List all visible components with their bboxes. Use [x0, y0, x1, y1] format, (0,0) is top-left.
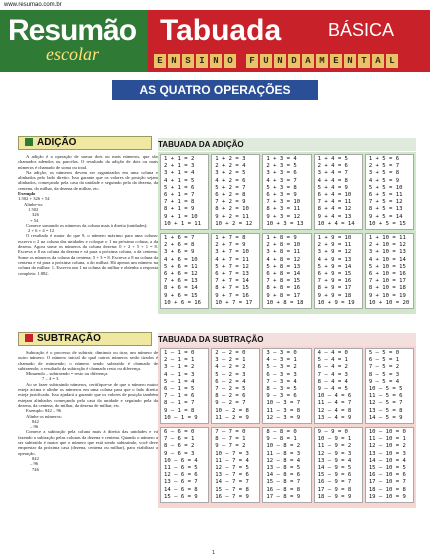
subtracao-equation: 19 – 10 = 9	[368, 493, 406, 500]
adicao-equation: 3 + 4 = 7	[317, 170, 348, 177]
subtracao-equation: 13 – 10 = 3	[368, 450, 406, 457]
subtracao-equation: 11 – 2 = 9	[215, 414, 249, 421]
subtracao-equation: 10 – 6 = 4	[164, 457, 198, 464]
subtracao-equation: 5 – 3 = 2	[266, 364, 297, 371]
subtracao-equation: 9 – 8 = 1	[266, 436, 297, 443]
subtracao-equation: 17 – 9 = 8	[317, 486, 352, 493]
adicao-heading	[18, 136, 152, 150]
adicao-equation: 4 + 8 = 12	[266, 256, 301, 263]
subtracao-text	[18, 350, 158, 548]
adicao-equation: 4 + 3 = 7	[266, 177, 297, 184]
subtracao-equation: 6 – 3 = 3	[266, 371, 297, 378]
subtracao-equation: 11 – 3 = 8	[266, 407, 301, 414]
subtracao-block	[160, 427, 414, 503]
subtracao-equation: 12 – 8 = 4	[266, 457, 301, 464]
subtracao-equation: 12 – 3 = 9	[266, 414, 301, 421]
subtracao-equation: 10 – 5 = 5	[368, 386, 403, 393]
adicao-equation: 7 + 2 = 9	[215, 199, 246, 206]
subtracao-equation: 9 – 5 = 4	[368, 378, 400, 385]
adicao-equation: 8 + 10 = 18	[368, 285, 406, 292]
adicao-equation: 8 + 2 = 10	[215, 206, 249, 213]
paragraph: Subtração é o processo de subtrair, diminuir ou tirar, um número de outro número. O número inicial do qual outros números serão tirados é chamado de minuendo; o número sendo subtraído é chamado de subtraendo; o resultado da subtração é chamado resto ou diferença.	[18, 350, 158, 371]
adicao-equation: 4 + 10 = 14	[368, 256, 406, 263]
subtracao-equation: 1 – 1 = 0	[164, 350, 195, 356]
subtracao-equation: 12 – 10 = 2	[368, 443, 406, 450]
subtracao-equation: 5 – 1 = 4	[164, 378, 195, 385]
example-label: Exemplo	[18, 191, 36, 197]
example-line: Alinhe-os:	[24, 201, 44, 207]
adicao-equation: 7 + 6 = 13	[164, 278, 198, 285]
adicao-equation: 4 + 6 = 10	[164, 256, 198, 263]
subtracao-equation: 8 – 3 = 5	[266, 386, 297, 393]
subtracao-equation: 12 – 4 = 8	[317, 407, 352, 414]
example-line: 746	[32, 466, 39, 472]
adicao-equation: 6 + 4 = 10	[317, 192, 352, 199]
adicao-block	[160, 233, 414, 309]
adicao-equation: 3 + 8 = 11	[266, 249, 301, 256]
adicao-equation: 4 + 1 = 5	[164, 177, 195, 184]
adicao-equation: 1 + 7 = 8	[215, 235, 246, 242]
adicao-equation: 2 + 4 = 6	[317, 163, 348, 170]
letter-tile: L	[386, 54, 398, 68]
subtracao-equation: 8 – 1 = 7	[164, 400, 195, 407]
adicao-equation: 5 + 8 = 13	[266, 263, 301, 270]
page-number: 1	[212, 550, 216, 556]
adicao-equation: 1 + 9 = 10	[317, 235, 352, 242]
adicao-equation: 1 + 1 = 2	[164, 156, 195, 162]
example-line: 842	[32, 455, 39, 461]
site-url: www.resumao.com.br	[4, 2, 62, 8]
subtracao-equation: 15 – 7 = 8	[215, 486, 249, 493]
subtracao-equation: 8 – 2 = 6	[215, 393, 246, 400]
adicao-equation: 8 + 8 = 16	[266, 285, 301, 292]
adicao-table-heading: TABUADA DA ADIÇÃO	[158, 138, 416, 151]
adicao-equation: 5 + 4 = 9	[317, 184, 348, 191]
letter-tile: D	[288, 54, 300, 68]
subtracao-equation: 8 – 6 = 2	[164, 443, 195, 450]
adicao-equation: 6 + 5 = 11	[368, 192, 403, 199]
subtracao-heading	[18, 332, 152, 346]
subtracao-equation: 10 – 1 = 9	[164, 414, 198, 421]
letter-tile: E	[330, 54, 342, 68]
subtracao-column	[211, 348, 260, 424]
subtracao-equation: 4 – 3 = 1	[266, 357, 297, 364]
letter-tile: N	[168, 54, 180, 68]
letter-tile: M	[316, 54, 328, 68]
subtracao-equation: 7 – 3 = 4	[266, 378, 297, 385]
adicao-equation: 4 + 7 = 11	[215, 256, 249, 263]
subtracao-equation: 8 – 8 = 0	[266, 429, 297, 436]
example-line: 1 502	[28, 206, 39, 212]
adicao-equation: 3 + 6 = 9	[164, 249, 195, 256]
adicao-equation: 3 + 10 = 13	[368, 249, 406, 256]
adicao-equation: 2 + 10 = 12	[368, 242, 406, 249]
subtracao-equation: 16 – 8 = 8	[266, 486, 301, 493]
adicao-table	[158, 152, 416, 314]
page-title: Tabuada	[160, 14, 282, 47]
adicao-equation: 7 + 7 = 14	[215, 278, 249, 285]
subtracao-equation: 5 – 4 = 1	[317, 357, 348, 364]
subtracao-equation: 7 – 2 = 5	[215, 386, 246, 393]
subtracao-table	[158, 346, 416, 508]
adicao-equation: 9 + 4 = 13	[317, 213, 352, 220]
subtracao-equation: 7 – 7 = 0	[215, 429, 246, 436]
example-line: – 96	[30, 424, 39, 430]
letter-tile: S	[182, 54, 194, 68]
subtracao-equation: 3 – 3 = 0	[266, 350, 297, 356]
adicao-equation: 3 + 2 = 5	[215, 170, 246, 177]
subtracao-equation: 13 – 5 = 8	[368, 407, 403, 414]
example-line: 7 – 4 = 3	[42, 376, 59, 382]
adicao-column	[262, 154, 311, 230]
adicao-equation: 2 + 5 = 7	[368, 163, 400, 170]
subtracao-equation: 17 – 8 = 9	[266, 493, 301, 500]
subtracao-equation: 12 – 7 = 5	[215, 465, 249, 472]
adicao-equation: 10 + 10 = 20	[368, 299, 410, 306]
adicao-column	[365, 233, 414, 309]
paragraph: Comece a subtração pela coluna mais à direita das unidades e vá fazendo a subtração pelas colunas da dezena e centena. Quando o número a ser subtraído é maior que o número que está sendo subtraindo, você deve emprestar da próxima casa (dezena, centena ou milhar), para viabilizar a operação.	[18, 429, 158, 456]
adicao-equation: 5 + 6 = 11	[164, 263, 198, 270]
adicao-column	[211, 233, 260, 309]
adicao-equation: 9 + 1 = 10	[164, 213, 198, 220]
subtracao-equation: 11 – 7 = 4	[215, 457, 249, 464]
title-panel	[148, 10, 430, 72]
adicao-equation: 1 + 2 = 3	[215, 156, 246, 162]
adicao-equation: 9 + 8 = 17	[266, 292, 301, 299]
adicao-equation: 7 + 9 = 16	[317, 278, 352, 285]
adicao-equation: 9 + 6 = 15	[164, 292, 198, 299]
adicao-equation: 5 + 3 = 8	[266, 184, 297, 191]
example-line: Exemplo: 842 – 96	[26, 408, 62, 414]
subtracao-equation: 10 – 10 = 0	[368, 429, 406, 436]
adicao-equation: 2 + 8 = 10	[266, 242, 301, 249]
subtracao-equation: 8 – 7 = 1	[215, 436, 246, 443]
subtracao-column	[160, 348, 209, 424]
subtracao-equation: 13 – 6 = 7	[164, 479, 198, 486]
adicao-text	[18, 154, 158, 326]
subtracao-equation: 15 – 8 = 7	[266, 479, 301, 486]
paragraph: O resultado é maior do que 9, o número máximo para uma coluna: escreva o 2 na coluna das unidades e coloque o 1 na próxima coluna, a da dezena. Agora some os números da coluna dezena: 0 + 2 + 5 + 1 = 8. Escreva o 8 na coluna da dezena e vá para a próxima coluna, a da centena. Some os números da coluna da centena: 5 + 3 = 8. Escreva o 8 na coluna da centena e vá para a próxima coluna, a do milhar. Há apenas um número na coluna do milhar: 1. Escreva um 1 na coluna do milhar e obtenha a resposta completa: 1.882.	[18, 233, 158, 276]
subtracao-equation: 10 – 4 = 6	[317, 393, 352, 400]
subtracao-equation: 15 – 6 = 9	[164, 493, 198, 500]
adicao-equation: 5 + 1 = 6	[164, 184, 195, 191]
subtracao-equation: 9 – 2 = 7	[215, 400, 246, 407]
subtracao-equation: 4 – 4 = 0	[317, 350, 348, 356]
subtracao-equation: 6 – 1 = 5	[164, 386, 195, 393]
subtracao-block	[160, 348, 414, 424]
adicao-equation: 7 + 3 = 10	[266, 199, 301, 206]
adicao-equation: 6 + 8 = 14	[266, 271, 301, 278]
adicao-equation: 2 + 6 = 8	[164, 242, 195, 249]
subtracao-equation: 14 – 9 = 5	[317, 465, 352, 472]
example-line: + 54	[30, 217, 39, 223]
adicao-equation: 6 + 1 = 7	[164, 192, 195, 199]
subtracao-equation: 11 – 4 = 7	[317, 400, 352, 407]
adicao-equation: 1 + 8 = 9	[266, 235, 297, 242]
adicao-column	[365, 154, 414, 230]
subtracao-column	[314, 427, 363, 503]
adicao-equation: 2 + 1 = 3	[164, 163, 195, 170]
subtracao-column	[211, 427, 260, 503]
subtracao-equation: 10 – 9 = 1	[317, 436, 352, 443]
adicao-equation: 6 + 7 = 13	[215, 271, 249, 278]
subtracao-equation: 3 – 1 = 2	[164, 364, 195, 371]
subtracao-equation: 10 – 7 = 3	[215, 450, 249, 457]
adicao-equation: 7 + 1 = 8	[164, 199, 195, 206]
adicao-equation: 6 + 2 = 8	[215, 192, 246, 199]
adicao-equation: 7 + 10 = 17	[368, 278, 406, 285]
example-line: 2 + 6 + 4 = 12	[28, 228, 55, 234]
letter-tile: N	[344, 54, 356, 68]
subtracao-equation: 8 – 5 = 3	[368, 371, 400, 378]
example-line: Alinhe os números:	[26, 413, 62, 419]
subtracao-equation: 14 – 6 = 8	[164, 486, 198, 493]
subtracao-equation: 12 – 5 = 7	[368, 400, 403, 407]
adicao-equation: 10 + 4 = 14	[317, 220, 355, 227]
adicao-equation: 8 + 5 = 13	[368, 206, 403, 213]
subtracao-equation: 11 – 8 = 3	[266, 450, 301, 457]
adicao-equation: 2 + 3 = 5	[266, 163, 297, 170]
subtracao-equation: 9 – 7 = 2	[215, 443, 246, 450]
adicao-equation: 9 + 10 = 19	[368, 292, 406, 299]
adicao-equation: 5 + 2 = 7	[215, 184, 246, 191]
subtracao-equation: 5 – 5 = 0	[368, 350, 400, 356]
subtracao-equation: 4 – 2 = 2	[215, 364, 246, 371]
subtracao-equation: 9 – 4 = 5	[317, 386, 348, 393]
adicao-equation: 4 + 5 = 9	[368, 177, 400, 184]
adicao-equation: 3 + 3 = 6	[266, 170, 297, 177]
adicao-equation: 10 + 3 = 13	[266, 220, 304, 227]
adicao-column	[314, 233, 363, 309]
letter-tile: N	[274, 54, 286, 68]
adicao-column	[262, 233, 311, 309]
adicao-equation: 10 + 7 = 17	[215, 299, 253, 306]
adicao-equation: 10 + 8 = 18	[266, 299, 304, 306]
subtracao-equation: 2 – 2 = 0	[215, 350, 246, 356]
subtracao-equation: 12 – 9 = 3	[317, 450, 352, 457]
adicao-equation: 5 + 10 = 15	[368, 263, 406, 270]
letter-tile: F	[246, 54, 258, 68]
subtracao-equation: 16 – 7 = 9	[215, 493, 249, 500]
adicao-block	[160, 154, 414, 230]
adicao-equation: 9 + 9 = 18	[317, 292, 352, 299]
adicao-heading-text: ADIÇÃO	[37, 137, 77, 148]
adicao-column	[211, 154, 260, 230]
adicao-equation: 8 + 4 = 12	[317, 206, 352, 213]
letter-tile: I	[196, 54, 208, 68]
adicao-equation: 9 + 7 = 16	[215, 292, 249, 299]
adicao-equation: 9 + 2 = 11	[215, 213, 249, 220]
paragraph: Na adição, os números devem ser organizados em uma coluna e alinhados pelo lado direito. Isso garante que os valores de posição sejam alinhados, começando pela casa da unidade e seguindo pela da dezena, da centena, do milhar, da dezena de milhar, etc.	[18, 169, 158, 191]
subtracao-column	[160, 427, 209, 503]
subtracao-table-heading: TABUADA DA SUBTRAÇÃO	[158, 333, 416, 346]
subtracao-equation: 10 – 8 = 2	[266, 443, 301, 450]
subtracao-equation: 7 – 4 = 3	[317, 371, 348, 378]
example-line: 842	[32, 418, 39, 424]
adicao-equation: 10 + 1 = 11	[164, 220, 202, 227]
tile-gap	[238, 54, 244, 68]
adicao-equation: 1 + 3 = 4	[266, 156, 297, 162]
subtracao-equation: 18 – 10 = 8	[368, 486, 406, 493]
brand-title: Resumão	[8, 14, 137, 47]
adicao-equation: 10 + 9 = 19	[317, 299, 355, 306]
subtracao-equation: 9 – 6 = 3	[164, 450, 195, 457]
adicao-equation: 9 + 5 = 14	[368, 213, 403, 220]
adicao-equation: 4 + 9 = 13	[317, 256, 352, 263]
subtracao-equation: 10 – 2 = 8	[215, 407, 249, 414]
subtracao-equation: 11 – 5 = 6	[368, 393, 403, 400]
subtracao-equation: 6 – 6 = 0	[164, 429, 195, 436]
adicao-equation: 7 + 8 = 15	[266, 278, 301, 285]
adicao-equation: 8 + 9 = 17	[317, 285, 352, 292]
square-icon	[25, 334, 33, 342]
level-label: BÁSICA	[328, 20, 395, 40]
letter-tile: A	[372, 54, 384, 68]
paragraph: A adição é a operação de somar dois ou mais números, que são chamados adendos ou parcelas. O resultado da adição de dois ou mais números é chamado de soma ou total.	[18, 154, 158, 170]
adicao-equation: 4 + 2 = 6	[215, 177, 246, 184]
adicao-equation: 4 + 4 = 8	[317, 177, 348, 184]
subtracao-equation: 9 – 3 = 6	[266, 393, 297, 400]
adicao-equation: 10 + 2 = 12	[215, 220, 253, 227]
adicao-equation: 6 + 10 = 16	[368, 271, 406, 278]
subtracao-equation: 5 – 2 = 3	[215, 371, 246, 378]
example-line: – 96	[30, 461, 39, 467]
subtracao-heading-text: SUBTRAÇÃO	[37, 333, 101, 344]
paragraph: Ao se fazer subtraindo números, certifique-se de que o número maior esteja acima e alinhe os números em uma coluna para que o lado direito esteja justificado. Isso ajudará a garantir que os valores de posição também estejam alinhados começando pela casa da unidade e seguindo pela da dezena, da centena, do milhar, da dezena de milhar, etc.	[18, 381, 158, 408]
letter-tile: A	[302, 54, 314, 68]
adicao-equation: 5 + 9 = 14	[317, 263, 352, 270]
example-line: 326	[32, 212, 39, 218]
adicao-equation: 10 + 6 = 16	[164, 299, 202, 306]
subtracao-column	[314, 348, 363, 424]
example-line: 1.502 + 326 + 54	[18, 196, 50, 202]
subtracao-equation: 16 – 10 = 6	[368, 472, 406, 479]
subtracao-equation: 3 – 2 = 1	[215, 357, 246, 364]
adicao-equation: 9 + 3 = 12	[266, 213, 301, 220]
subtracao-equation: 11 – 6 = 5	[164, 465, 198, 472]
subtracao-equation: 14 – 8 = 6	[266, 472, 301, 479]
subtracao-equation: 13 – 8 = 5	[266, 465, 301, 472]
subtracao-equation: 9 – 9 = 0	[317, 429, 348, 436]
subtracao-equation: 17 – 10 = 7	[368, 479, 406, 486]
example-line: Minuendo – subtraendo = resto ou diferença	[26, 371, 108, 377]
subtracao-equation: 13 – 4 = 9	[317, 414, 352, 421]
subtracao-column	[365, 427, 414, 503]
adicao-equation: 6 + 6 = 12	[164, 271, 198, 278]
adicao-column	[160, 233, 209, 309]
subtracao-equation: 11 – 9 = 2	[317, 443, 352, 450]
subtracao-column	[365, 348, 414, 424]
subtracao-equation: 6 – 5 = 1	[368, 357, 400, 364]
letter-tile: E	[154, 54, 166, 68]
subtracao-equation: 14 – 7 = 7	[215, 479, 249, 486]
subtracao-equation: 9 – 1 = 8	[164, 407, 195, 414]
subtracao-equation: 4 – 1 = 3	[164, 371, 195, 378]
subtracao-equation: 15 – 10 = 5	[368, 465, 406, 472]
adicao-equation: 7 + 4 = 11	[317, 199, 352, 206]
subtracao-equation: 15 – 9 = 6	[317, 472, 352, 479]
subtracao-equation: 13 – 7 = 6	[215, 472, 249, 479]
square-icon	[25, 138, 33, 146]
adicao-equation: 6 + 9 = 15	[317, 271, 352, 278]
adicao-equation: 2 + 9 = 11	[317, 242, 352, 249]
letter-tile: T	[358, 54, 370, 68]
letter-tile: U	[260, 54, 272, 68]
subtracao-equation: 2 – 1 = 1	[164, 357, 195, 364]
brand-subtitle: escolar	[46, 44, 99, 64]
adicao-equation: 8 + 7 = 15	[215, 285, 249, 292]
subtracao-equation: 6 – 2 = 4	[215, 378, 246, 385]
subtracao-equation: 7 – 5 = 2	[368, 364, 400, 371]
adicao-equation: 8 + 3 = 11	[266, 206, 301, 213]
adicao-equation: 1 + 6 = 7	[164, 235, 195, 242]
adicao-column	[160, 154, 209, 230]
adicao-equation: 3 + 1 = 4	[164, 170, 195, 177]
adicao-equation: 3 + 9 = 12	[317, 249, 352, 256]
brand-panel	[0, 10, 148, 72]
adicao-equation: 5 + 5 = 10	[368, 184, 403, 191]
adicao-equation: 1 + 4 = 5	[317, 156, 348, 162]
letter-tile: N	[210, 54, 222, 68]
header	[0, 10, 430, 72]
subtracao-equation: 7 – 6 = 1	[164, 436, 195, 443]
adicao-equation: 7 + 5 = 12	[368, 199, 403, 206]
subtracao-equation: 14 – 10 = 4	[368, 457, 406, 464]
subtracao-equation: 14 – 5 = 9	[368, 414, 403, 421]
subtracao-equation: 11 – 10 = 1	[368, 436, 406, 443]
paragraph: Comece somando os números da coluna mais à direita (unidades):	[26, 222, 148, 228]
adicao-equation: 8 + 6 = 14	[164, 285, 198, 292]
letter-tile: O	[224, 54, 236, 68]
adicao-equation: 5 + 7 = 12	[215, 263, 249, 270]
subtracao-equation: 16 – 9 = 7	[317, 479, 352, 486]
adicao-equation: 1 + 5 = 6	[368, 156, 400, 162]
adicao-equation: 10 + 5 = 15	[368, 220, 406, 227]
subtracao-equation: 13 – 9 = 4	[317, 457, 352, 464]
subtracao-column	[262, 348, 311, 424]
adicao-equation: 3 + 7 = 10	[215, 249, 249, 256]
subtracao-equation: 18 – 9 = 9	[317, 493, 352, 500]
adicao-equation: 2 + 7 = 9	[215, 242, 246, 249]
subtracao-equation: 6 – 4 = 2	[317, 364, 348, 371]
adicao-equation: 3 + 5 = 8	[368, 170, 400, 177]
subtracao-equation: 10 – 3 = 7	[266, 400, 301, 407]
subtracao-equation: 7 – 1 = 6	[164, 393, 195, 400]
subtracao-column	[262, 427, 311, 503]
subtracao-equation: 8 – 4 = 4	[317, 378, 348, 385]
adicao-equation: 8 + 1 = 9	[164, 206, 195, 213]
adicao-equation: 2 + 2 = 4	[215, 163, 246, 170]
section-banner: AS QUATRO OPERAÇÕES	[112, 80, 318, 100]
adicao-equation: 6 + 3 = 9	[266, 192, 297, 199]
adicao-equation: 1 + 10 = 11	[368, 235, 406, 242]
adicao-column	[314, 154, 363, 230]
ensino-tiles	[154, 54, 398, 68]
subtracao-equation: 12 – 6 = 6	[164, 472, 198, 479]
